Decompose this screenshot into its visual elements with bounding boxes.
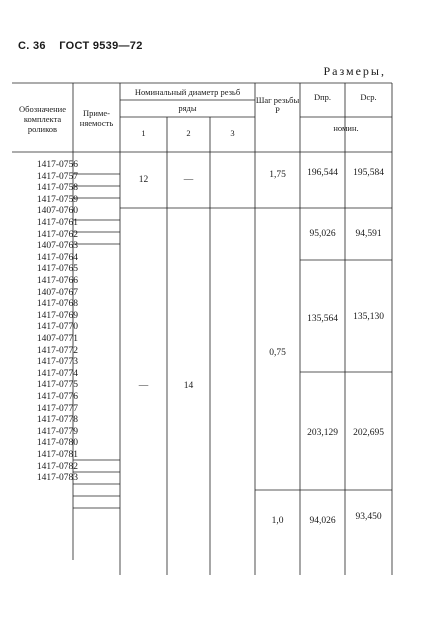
group3-dpr-value: 94,026 [309, 516, 336, 526]
sub-c-dpr-value: 203,129 [307, 428, 338, 438]
table-row: 1417-0761 [36, 218, 78, 228]
table-row: 1417-0758 [36, 183, 78, 194]
table-row: 1417-0756 [36, 160, 78, 170]
sub-c-dsr-value: 202,695 [353, 428, 384, 438]
col-applicability-header: Приме- няемость [79, 108, 114, 128]
group1-dpr-value: 196,544 [307, 168, 338, 178]
table-row: 1407-0760 [36, 206, 78, 217]
group3-dsr-value: 93,450 [355, 512, 382, 522]
table-row: 1417-0775 [36, 380, 78, 391]
table-row: 1417-0773 [36, 357, 78, 368]
table-row: 1417-0781 [36, 450, 78, 460]
table-row: 1417-0765 [36, 264, 78, 275]
col-pitch-header: Шаг резьбы P [255, 95, 300, 115]
col-rows-header: ряды [178, 103, 197, 113]
table-row: 1417-0766 [36, 276, 78, 286]
sub-a-dpr-value: 95,026 [309, 229, 336, 239]
col-dpr-header: Dпр. [313, 92, 332, 102]
table-row: 1417-0782 [36, 461, 78, 472]
group2-row1-value: — [138, 381, 149, 391]
table-row: 1417-0783 [36, 473, 78, 484]
group1-row1-value: 12 [138, 175, 149, 185]
table-row: 1407-0767 [36, 287, 78, 298]
table-row: 1417-0769 [36, 310, 78, 321]
table-row: 1417-0780 [36, 438, 78, 449]
group2-pitch-value: 0,75 [269, 348, 286, 358]
table-row: 1417-0772 [36, 345, 78, 356]
table-row: 1417-0759 [36, 194, 78, 205]
table-row: 1407-0771 [36, 334, 78, 344]
page-number: С. 36 [18, 40, 46, 52]
group1-dsr-value: 195,584 [353, 168, 384, 178]
table-row: 1417-0779 [36, 426, 78, 437]
col-designation-header: Обозначение комплекта роликов [19, 104, 66, 134]
table-row: 1417-0774 [36, 368, 78, 379]
table-row: 1417-0776 [36, 392, 78, 402]
table-row: 1417-0777 [36, 403, 78, 414]
sub-b-dpr-value: 135,564 [307, 314, 338, 324]
table-row: 1417-0757 [36, 171, 78, 182]
sub-a-dsr-value: 94,591 [355, 229, 382, 239]
table-row: 1407-0763 [36, 241, 78, 252]
table-row: 1417-0764 [36, 252, 78, 263]
col-nominal-header: Номинальный диаметр резьб [134, 87, 241, 97]
table-row: 1417-0778 [36, 415, 78, 426]
group3-pitch-value: 1,0 [271, 516, 284, 526]
table-row: 1417-0770 [36, 322, 78, 333]
col-row3-header: 3 [230, 128, 235, 138]
group2-row2-value: 14 [183, 381, 194, 391]
table-row: 1417-0768 [36, 299, 78, 310]
group1-row2-value: — [183, 175, 194, 185]
col-dsr-header: Dср. [360, 92, 377, 102]
table-row: 1417-0762 [36, 229, 78, 240]
standard-number: ГОСТ 9539—72 [59, 40, 143, 52]
sizes-title: Размеры, [323, 64, 386, 78]
col-nomin-header: номин. [333, 123, 359, 133]
group1-pitch-value: 1,75 [269, 170, 286, 180]
col-row2-header: 2 [186, 128, 191, 138]
col-row1-header: 1 [141, 128, 146, 138]
sub-b-dsr-value: 135,130 [353, 312, 384, 322]
